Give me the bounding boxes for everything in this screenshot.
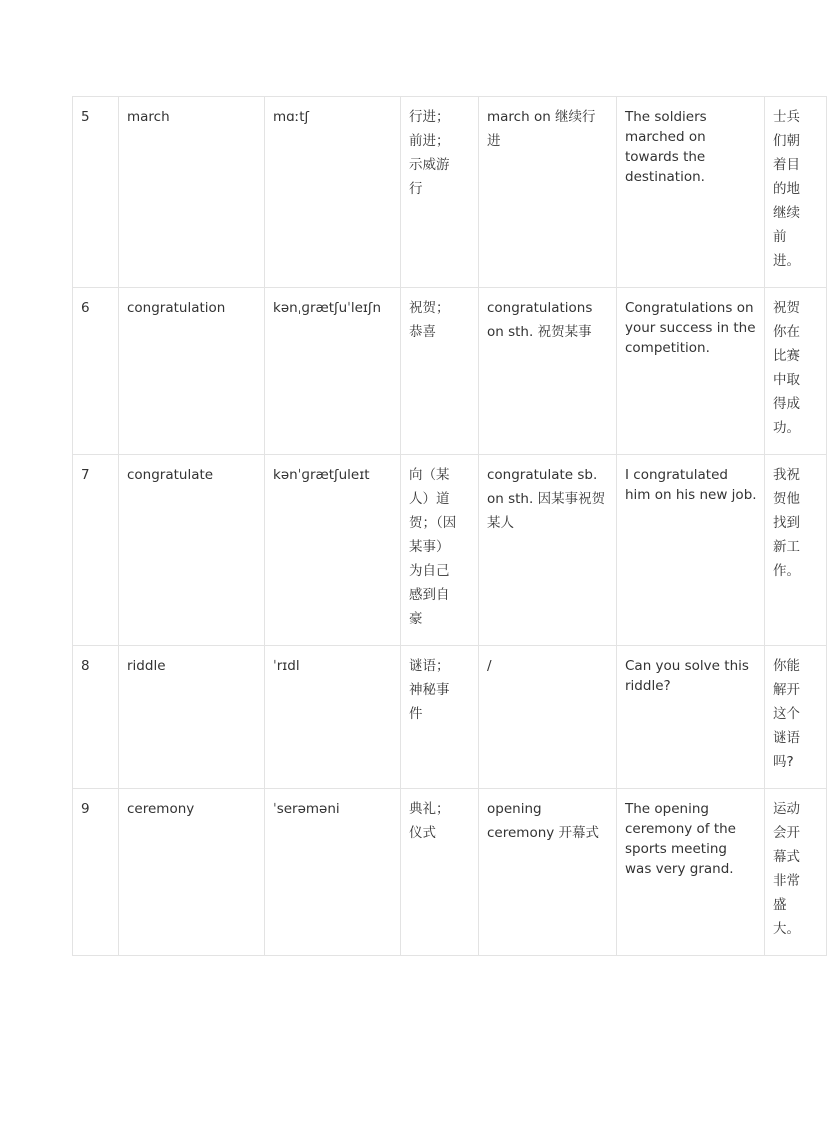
word: march — [119, 97, 265, 288]
table-row — [73, 789, 827, 956]
meaning: 祝贺；恭喜 — [409, 300, 450, 340]
row-number: 7 — [73, 455, 119, 646]
word: congratulate — [119, 455, 265, 646]
word: congratulation — [119, 288, 265, 455]
phonetic: ˈrɪdl — [265, 646, 401, 789]
phrase: opening ceremony 开幕式 — [479, 789, 617, 956]
word: riddle — [119, 646, 265, 789]
meaning: 典礼；仪式 — [409, 801, 450, 841]
row-number: 6 — [73, 288, 119, 455]
phonetic: ˈserəməni — [265, 789, 401, 956]
meaning-cell — [401, 288, 479, 455]
example-sentence: Can you solve this riddle? — [617, 646, 765, 789]
example-sentence: Congratulations on your success in the competition. — [617, 288, 765, 455]
example-sentence: The opening ceremony of the sports meeting was very grand. — [617, 789, 765, 956]
phrase: / — [479, 646, 617, 789]
translation-cell — [765, 789, 827, 956]
meaning: 向（某人）道贺；（因某事）为自己感到自豪 — [409, 467, 457, 627]
phonetic: mɑːtʃ — [265, 97, 401, 288]
meaning-cell — [401, 646, 479, 789]
phrase: congratulate sb. on sth. 因某事祝贺某人 — [479, 455, 617, 646]
example-sentence: The soldiers marched on towards the destination. — [617, 97, 765, 288]
meaning-cell — [401, 455, 479, 646]
translation: 我祝贺他找到新工作。 — [773, 467, 800, 579]
translation-cell — [765, 97, 827, 288]
example-sentence: I congratulated him on his new job. — [617, 455, 765, 646]
translation: 祝贺你在比赛中取得成功。 — [773, 300, 800, 436]
meaning-cell — [401, 97, 479, 288]
meaning: 谜语；神秘事件 — [409, 658, 450, 722]
row-number: 5 — [73, 97, 119, 288]
table-row — [73, 455, 827, 646]
table-row — [73, 288, 827, 455]
meaning: 行进；前进；示威游行 — [409, 109, 450, 197]
translation: 运动会开幕式非常盛大。 — [773, 801, 800, 937]
phonetic: kənˌɡrætʃuˈleɪʃn — [265, 288, 401, 455]
row-number: 9 — [73, 789, 119, 956]
word: ceremony — [119, 789, 265, 956]
vocabulary-table — [72, 96, 827, 956]
translation-cell — [765, 646, 827, 789]
translation-cell — [765, 288, 827, 455]
table-row — [73, 646, 827, 789]
translation-cell — [765, 455, 827, 646]
meaning-cell — [401, 789, 479, 956]
table-row — [73, 97, 827, 288]
translation: 士兵们朝着目的地继续前进。 — [773, 109, 800, 269]
phrase: congratulations on sth. 祝贺某事 — [479, 288, 617, 455]
phrase: march on 继续行进 — [479, 97, 617, 288]
row-number: 8 — [73, 646, 119, 789]
translation: 你能解开这个谜语吗? — [773, 658, 800, 770]
phonetic: kənˈɡrætʃuleɪt — [265, 455, 401, 646]
